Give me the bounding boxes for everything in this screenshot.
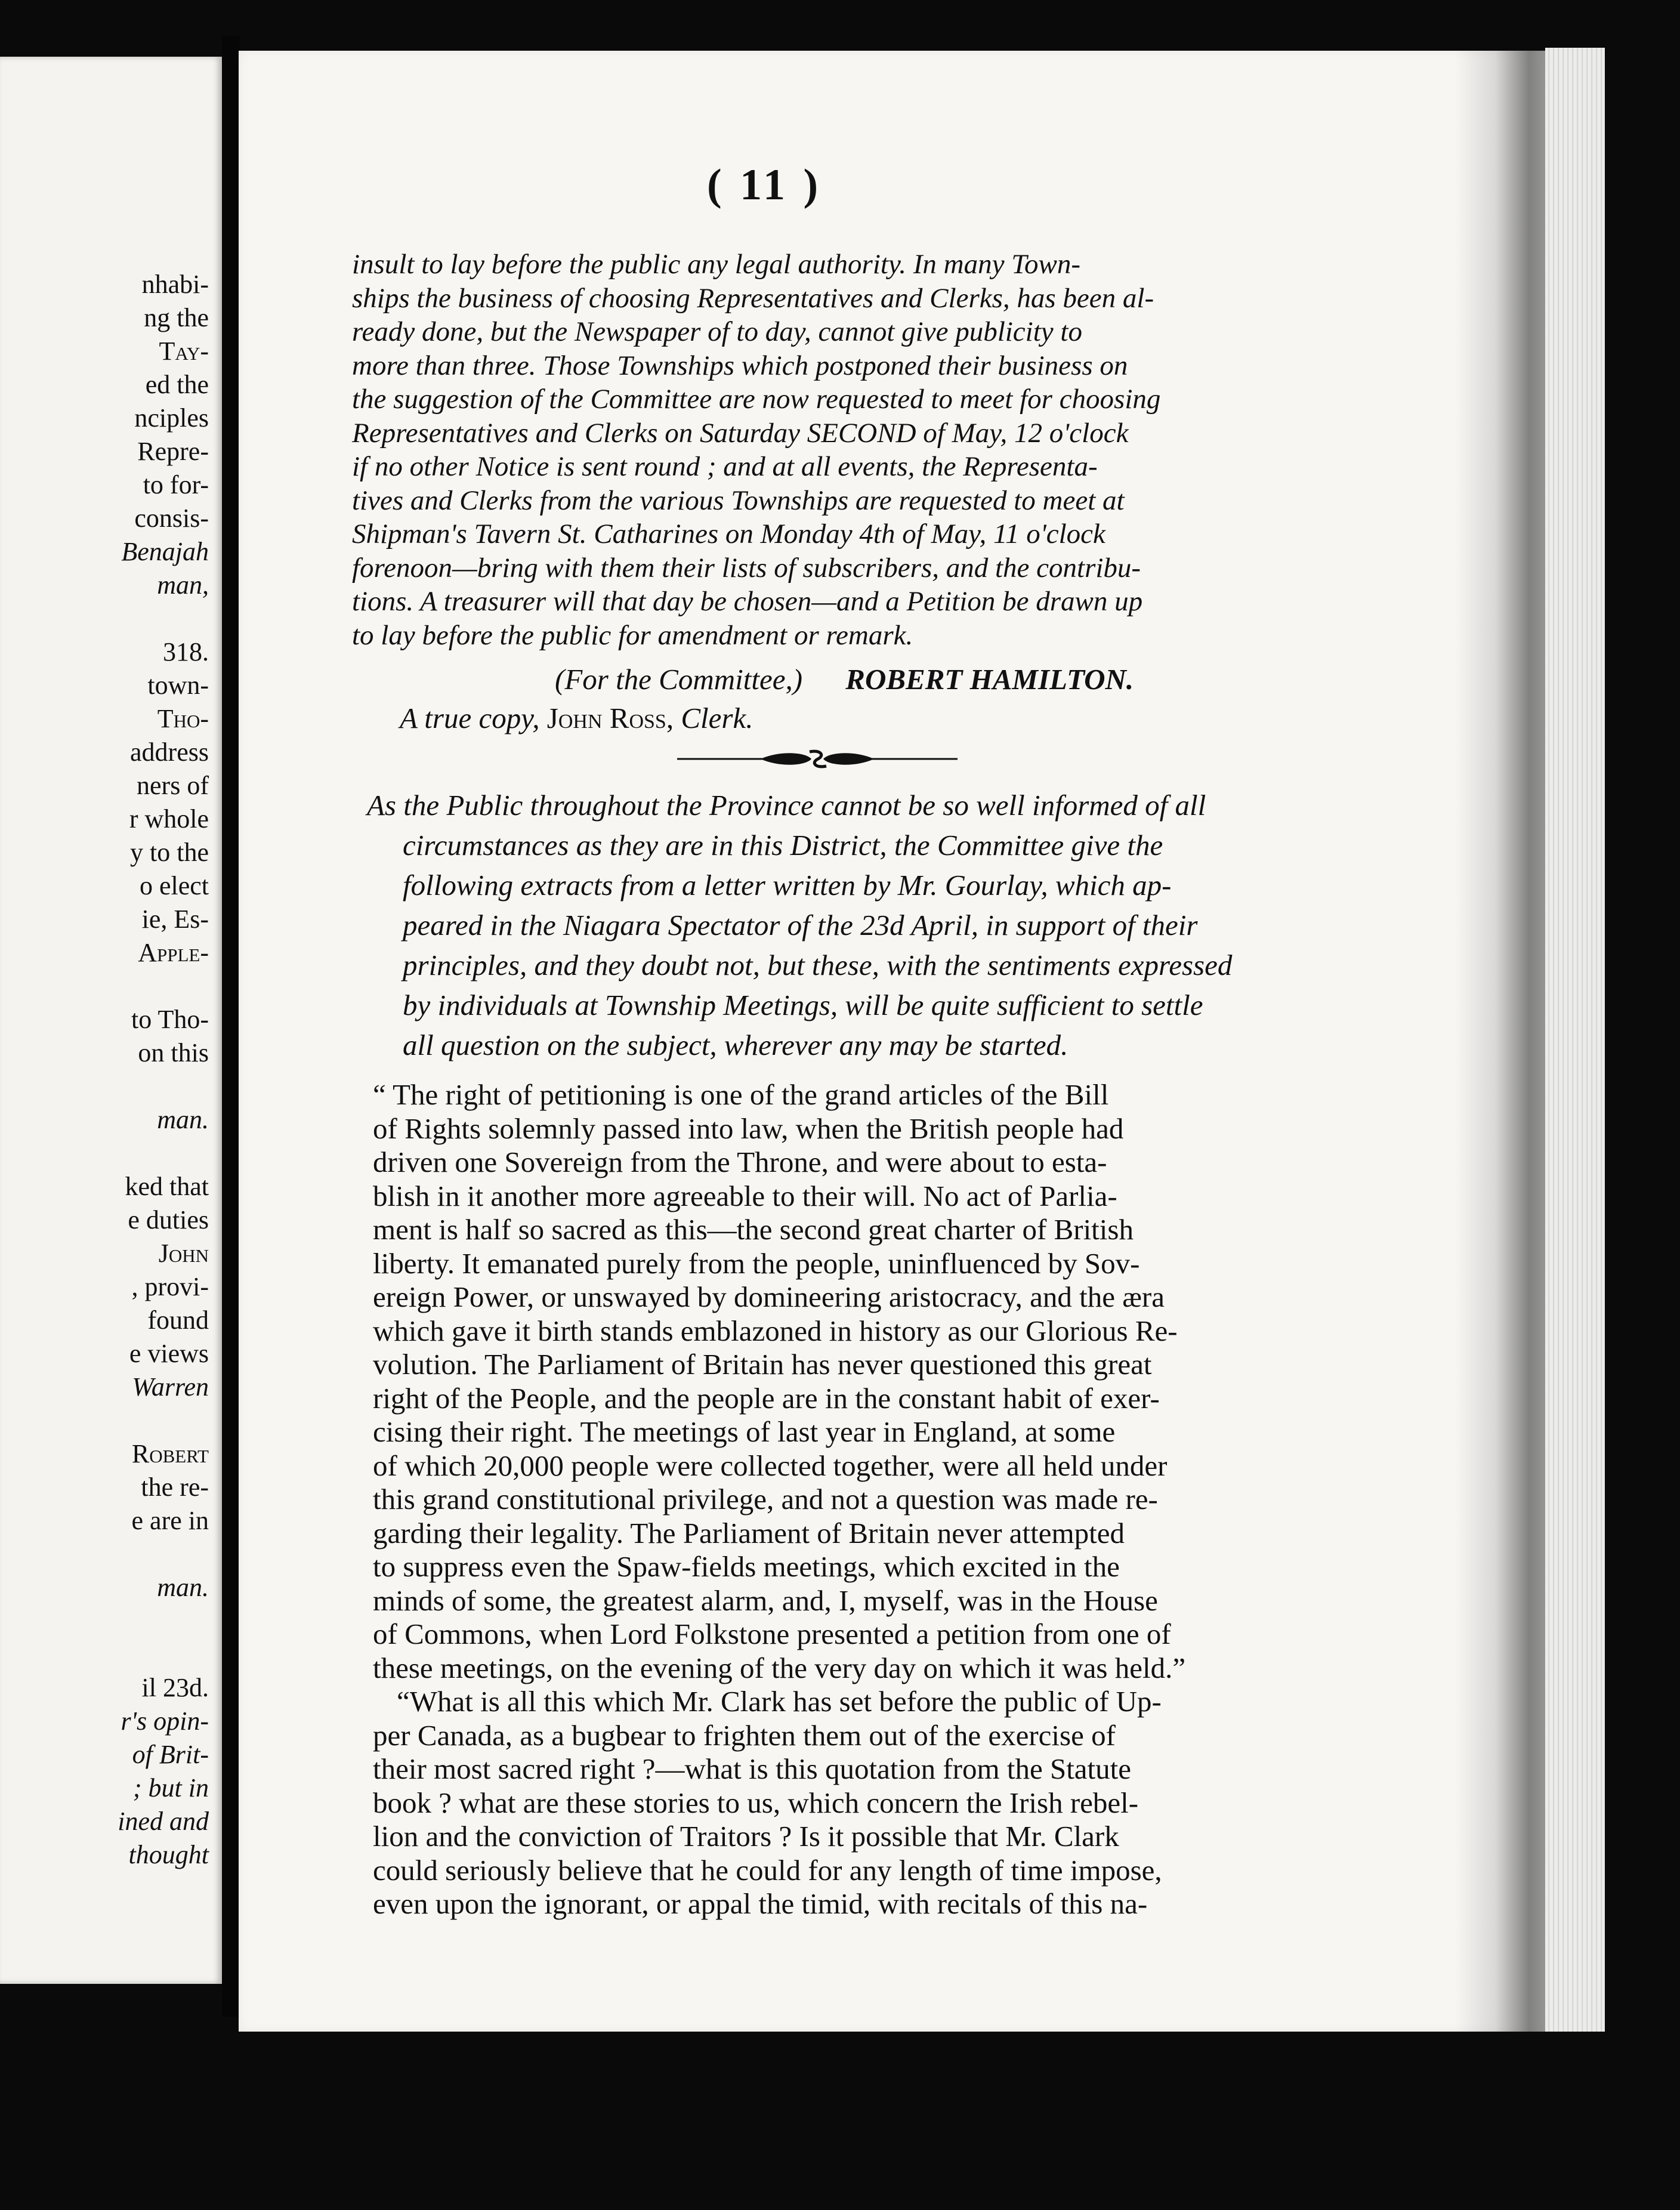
quote-line: this grand constitutional privilege, and not a question was made re-	[373, 1483, 1158, 1515]
signature-line	[555, 662, 1134, 696]
preface-line: peared in the Niagara Spectator of the 23d April, in support of their	[403, 909, 1198, 942]
left-page-fragment: il 23d.	[141, 1673, 209, 1702]
copy-suffix: Clerk.	[681, 702, 753, 734]
quote-line: their most sacred right ?—what is this quotation from the Statute	[373, 1752, 1132, 1785]
left-page-fragment: to for-	[143, 470, 209, 499]
left-page-fragment: e views	[129, 1339, 209, 1368]
preface-line: As the Public throughout the Province cannot be so well informed of all	[367, 789, 1206, 822]
quote-line: to suppress even the Spaw-fields meetings, which excited in the	[373, 1550, 1120, 1583]
preface-line: by individuals at Township Meetings, will be quite sufficient to settle	[403, 989, 1203, 1021]
left-page-fragment: y to the	[130, 838, 209, 867]
left-page-fragment: town-	[147, 671, 209, 700]
left-page-fragment: man.	[157, 1105, 209, 1134]
left-page-fragment: Repre-	[137, 437, 209, 466]
preface-line: following extracts from a letter written by Mr. Gourlay, which ap-	[403, 869, 1172, 902]
notice-line: if no other Notice is sent round ; and at all events, the Representa-	[352, 451, 1098, 482]
left-page-fragment: nciples	[134, 403, 209, 433]
left-page-fragment: the re-	[141, 1473, 209, 1502]
left-page-fragment: found	[147, 1305, 209, 1335]
left-page-fragment: ked that	[125, 1172, 209, 1201]
preface-line: all question on the subject, wherever any may be started.	[403, 1029, 1068, 1061]
quote-line: these meetings, on the evening of the very day on which it was held.”	[373, 1651, 1186, 1684]
notice-line: Representatives and Clerks on Saturday SECOND of May, 12 o'clock	[352, 417, 1129, 449]
left-page-fragment: consis-	[134, 504, 209, 533]
notice-line: tions. A treasurer will that day be chosen—and a Petition be drawn up	[352, 586, 1143, 617]
left-page-fragment: ng the	[144, 303, 209, 332]
quote-line: volution. The Parliament of Britain has never questioned this great	[373, 1348, 1152, 1381]
left-page-fragment: on this	[138, 1038, 209, 1067]
notice-line: Shipman's Tavern St. Catharines on Monday 4th of May, 11 o'clock	[352, 518, 1105, 550]
left-page-fragment: man,	[157, 570, 209, 600]
quote-line: blish in it another more agreeable to their will. No act of Parlia-	[373, 1179, 1117, 1212]
notice-line: insult to lay before the public any legal authority. In many Town-	[352, 249, 1081, 280]
quote-line: even upon the ignorant, or appal the timid, with recitals of this na-	[373, 1887, 1148, 1920]
quote-line: of which 20,000 people were collected together, were all held under	[373, 1449, 1168, 1482]
left-page-fragment: John	[158, 1239, 209, 1268]
notice-line: the suggestion of the Committee are now requested to meet for choosing	[352, 384, 1161, 415]
left-page-fragment: of Brit-	[132, 1740, 209, 1769]
left-page-fragment: Tho-	[157, 704, 209, 733]
quote-line: book ? what are these stories to us, which concern the Irish rebel-	[373, 1786, 1139, 1819]
left-page-fragment: r's opin-	[121, 1706, 209, 1736]
notice-line: forenoon—bring with them their lists of subscribers, and the contribu-	[352, 552, 1141, 584]
signature-name: ROBERT HAMILTON.	[845, 663, 1134, 696]
left-page-fragment: man.	[157, 1573, 209, 1602]
copy-clerk-name: John Ross,	[546, 702, 674, 734]
preface-line: circumstances as they are in this District, the Committee give the	[403, 829, 1163, 862]
page-stack-edge	[1545, 48, 1605, 2035]
quote-line: liberty. It emanated purely from the people, uninfluenced by Sov-	[373, 1246, 1140, 1280]
quote-line: cising their right. The meetings of last year in England, at some	[373, 1415, 1116, 1448]
quote-line: “What is all this which Mr. Clark has set before the public of Up-	[397, 1685, 1162, 1718]
notice-line: to lay before the public for amendment or remark.	[352, 619, 913, 651]
left-page-fragment: to Tho-	[131, 1005, 209, 1034]
quote-line: lion and the conviction of Traitors ? Is it possible that Mr. Clark	[373, 1820, 1119, 1853]
left-page-fragment: ; but in	[132, 1773, 209, 1802]
top-background	[0, 0, 1680, 48]
preface-line: principles, and they doubt not, but these, with the sentiments expressed	[403, 949, 1233, 981]
notice-line: tives and Clerks from the various Townships are requested to meet at	[352, 484, 1125, 516]
ornamental-rule	[677, 747, 958, 771]
left-page-fragment: Apple-	[138, 938, 209, 967]
left-page-fragment: ined and	[118, 1807, 209, 1836]
left-page-fragment: ed the	[145, 370, 209, 399]
quote-line: right of the People, and the people are in the constant habit of exer-	[373, 1381, 1160, 1415]
bottom-background	[0, 2032, 1680, 2210]
quote-line: per Canada, as a bugbear to frighten them out of the exercise of	[373, 1718, 1116, 1752]
left-page-fragment: e duties	[128, 1205, 209, 1234]
quote-line: minds of some, the greatest alarm, and, I, myself, was in the House	[373, 1584, 1158, 1617]
quote-line: ment is half so sacred as this—the second great charter of British	[373, 1213, 1134, 1246]
left-page-fragment: 318.	[163, 637, 209, 666]
left-page-fragment: nhabi-	[141, 270, 209, 299]
quote-line: could seriously believe that he could for any length of time impose,	[373, 1853, 1162, 1887]
left-page-fragment: , provi-	[131, 1272, 209, 1301]
quote-line: of Rights solemnly passed into law, when the British people had	[373, 1112, 1124, 1145]
notice-line: ready done, but the Newspaper of to day, cannot give publicity to	[352, 316, 1082, 347]
left-page-fragment: ners of	[137, 771, 209, 800]
quote-line: which gave it birth stands emblazoned in history as our Glorious Re-	[373, 1314, 1178, 1347]
left-page-fragment: Warren	[132, 1372, 209, 1402]
quote-line: ereign Power, or unswayed by domineering aristocracy, and the æra	[373, 1280, 1165, 1313]
left-page-fragment: ie, Es-	[141, 905, 209, 934]
right-background	[1605, 0, 1680, 2210]
left-page-fragment: o elect	[139, 871, 209, 900]
left-page-fragment: address	[130, 737, 209, 767]
copy-prefix: A true copy,	[400, 702, 540, 734]
quote-line: of Commons, when Lord Folkstone presented a petition from one of	[373, 1618, 1171, 1650]
left-facing-page	[0, 57, 222, 1984]
left-page-fragment: Benajah	[121, 537, 209, 566]
true-copy-line	[400, 701, 753, 735]
left-page-fragment: Tay-	[159, 337, 209, 366]
page-number: ( 11 )	[707, 160, 822, 209]
left-page-fragment: Robert	[131, 1439, 209, 1468]
quote-line: driven one Sovereign from the Throne, and were about to esta-	[373, 1146, 1107, 1178]
signature-committee: (For the Committee,)	[555, 663, 803, 696]
quote-line: garding their legality. The Parliament of Britain never attempted	[373, 1516, 1125, 1550]
left-page-fragment: e are in	[131, 1506, 209, 1535]
left-page-fragment: thought	[128, 1840, 209, 1869]
quote-line: “ The right of petitioning is one of the grand articles of the Bill	[373, 1078, 1109, 1111]
notice-line: more than three. Those Townships which postponed their business on	[352, 350, 1128, 381]
book-gutter	[222, 36, 240, 2017]
left-page-fragment: r whole	[129, 804, 209, 834]
notice-line: ships the business of choosing Representatives and Clerks, has been al-	[352, 282, 1154, 314]
